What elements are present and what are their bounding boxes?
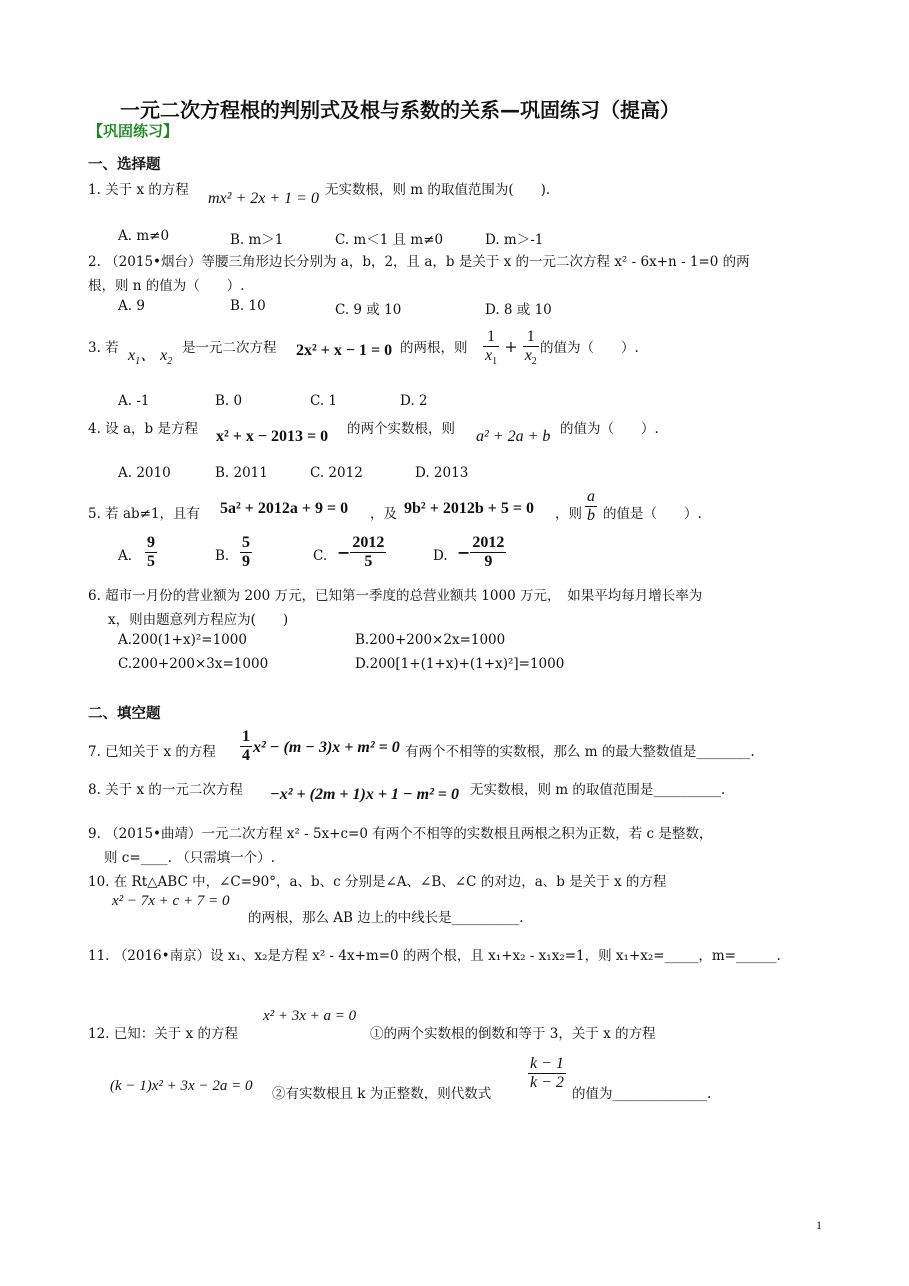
q5-prefix: 5. 若 ab≠1，且有 bbox=[88, 506, 201, 522]
q6-option-d: D.200[1+(1+x)+(1+x)²]=1000 bbox=[355, 656, 565, 672]
q3-equation: 2x² + x − 1 = 0 bbox=[296, 342, 393, 359]
q5-option-d-frac: − $\frac{2012}{9}$ bbox=[457, 534, 505, 570]
q4-equation: x² + x − 2013 = 0 bbox=[216, 428, 329, 445]
q9-line1: 9. （2015•曲靖）一元二次方程 x² - 5x+c=0 有两个不相等的实数根且两根之积为正数，若 c 是整数， bbox=[88, 826, 713, 842]
q2-line2: 根，则 n 的值为（ ）. bbox=[88, 278, 245, 294]
q7-quarter: $\frac{1}{4}$ bbox=[242, 728, 250, 764]
q6-option-c: C.200+200×3x=1000 bbox=[118, 656, 269, 672]
q12-equation2: (k − 1)x² + 3x − 2a = 0 bbox=[110, 1078, 253, 1094]
q10-suffix: 的两根，那么 AB 边上的中线长是__________. bbox=[248, 910, 524, 926]
q3-option-b: B. 0 bbox=[215, 393, 243, 409]
q8-suffix: 无实数根，则 m 的取值范围是__________. bbox=[470, 782, 726, 798]
q4-mid: 的两个实数根，则 bbox=[347, 421, 455, 437]
q3-post1: 的两根，则 bbox=[400, 340, 468, 356]
q1-option-b: B. m＞1 bbox=[230, 232, 284, 248]
q4-option-b: B. 2011 bbox=[215, 465, 268, 481]
q5-option-b-frac: $\frac{5}{9}$ bbox=[242, 534, 250, 570]
q5-option-a-frac: $\frac{9}{5}$ bbox=[147, 534, 155, 570]
q12-fraction: $\frac{k - 1}{k - 2}$ bbox=[530, 1055, 564, 1091]
q6-option-b: B.200+200×2x=1000 bbox=[355, 632, 506, 648]
q6-line1: 6. 超市一月份的营业额为 200 万元，已知第一季度的总营业额共 1000 万元， 如果平均每月增长率为 bbox=[88, 588, 703, 604]
q5-option-c-label: C. bbox=[313, 548, 328, 564]
q4-option-a: A. 2010 bbox=[118, 465, 171, 481]
q12-post3: 的值为______________. bbox=[572, 1086, 712, 1102]
page-number: 1 bbox=[816, 1218, 822, 1232]
page-title: 一元二次方程根的判别式及根与系数的关系—巩固练习（提高） bbox=[120, 98, 680, 122]
q1-option-c: C. m＜1 且 m≠0 bbox=[335, 232, 444, 248]
q1-prefix: 1. 关于 x 的方程 bbox=[88, 182, 189, 198]
q5-post1: ，则 bbox=[555, 506, 582, 522]
q6-line2: x，则由题意列方程应为( ) bbox=[108, 612, 289, 628]
q3-prefix: 3. 若 bbox=[88, 340, 119, 356]
q7-suffix: 有两个不相等的实数根，那么 m 的最大整数值是________. bbox=[405, 744, 755, 760]
q3-option-c: C. 1 bbox=[310, 393, 338, 409]
q12-post1: ①的两个实数根的倒数和等于 3，关于 x 的方程 bbox=[370, 1026, 656, 1042]
section-heading-fill: 二、填空题 bbox=[88, 706, 161, 722]
q5-post2: 的值是（ ）. bbox=[603, 506, 702, 522]
q3-mid: 是一元二次方程 bbox=[182, 340, 277, 356]
q3-option-d: D. 2 bbox=[400, 393, 428, 409]
q7-prefix: 7. 已知关于 x 的方程 bbox=[88, 744, 216, 760]
section-tag: 【巩固练习】 bbox=[88, 122, 179, 140]
q11-text: 11. （2016•南京）设 x₁、x₂是方程 x² - 4x+m=0 的两个根，且 x₁+x₂ - x₁x₂=1，则 x₁+x₂=_____，m=______. bbox=[88, 948, 781, 964]
q3-post2: 的值为（ ）. bbox=[540, 340, 639, 356]
q12-equation1: x² + 3x + a = 0 bbox=[263, 1008, 357, 1024]
q4-prefix: 4. 设 a，b 是方程 bbox=[88, 421, 198, 437]
q5-equation2: 9b² + 2012b + 5 = 0 bbox=[404, 500, 534, 517]
q8-equation: −x² + (2m + 1)x + 1 − m² = 0 bbox=[270, 786, 459, 803]
q2-option-a: A. 9 bbox=[118, 298, 145, 314]
q3-reciprocal-sum: $\frac{1}{x_1}$ + $\frac{1}{x_2}$ bbox=[485, 328, 537, 368]
q4-expression: a² + 2a + b bbox=[476, 428, 551, 445]
q6-option-a: A.200(1+x)²=1000 bbox=[118, 632, 247, 648]
q5-option-c-frac: − $\frac{2012}{5}$ bbox=[337, 534, 385, 570]
q3-option-a: A. -1 bbox=[118, 393, 150, 409]
q12-prefix: 12. 已知：关于 x 的方程 bbox=[88, 1026, 238, 1042]
q5-ratio: $\frac{a}{b}$ bbox=[587, 488, 595, 524]
q2-option-b: B. 10 bbox=[230, 298, 266, 314]
q4-suffix: 的值为（ ）. bbox=[560, 421, 659, 437]
q9-line2: 则 c=____. （只需填一个）. bbox=[104, 850, 276, 866]
q5-option-b-label: B. bbox=[215, 548, 230, 564]
q1-equation: mx² + 2x + 1 = 0 bbox=[208, 190, 319, 207]
q5-option-a-label: A. bbox=[118, 548, 133, 564]
q8-prefix: 8. 关于 x 的一元二次方程 bbox=[88, 782, 243, 798]
q5-equation1: 5a² + 2012a + 9 = 0 bbox=[220, 500, 349, 517]
q4-option-c: C. 2012 bbox=[310, 465, 363, 481]
q2-line1: 2. （2015•烟台）等腰三角形边长分别为 a，b，2，且 a，b 是关于 x 的一元二次方程 x² - 6x+n - 1=0 的两 bbox=[88, 254, 750, 270]
q12-post2: ②有实数根且 k 为正整数，则代数式 bbox=[272, 1086, 492, 1102]
q3-roots: $x_1$、 $x_2$ bbox=[128, 347, 173, 368]
q1-suffix: 无实数根，则 m 的取值范围为( ). bbox=[325, 182, 551, 198]
q10-equation: x² − 7x + c + 7 = 0 bbox=[112, 893, 230, 909]
section-heading-choice: 一、选择题 bbox=[88, 157, 161, 173]
q7-equation: x² − (m − 3)x + m² = 0 bbox=[253, 739, 400, 756]
q2-option-d: D. 8 或 10 bbox=[485, 302, 552, 318]
q10-line1: 10. 在 Rt△ABC 中，∠C=90°，a、b、c 分别是∠A、∠B、∠C 的对边，a、b 是关于 x 的方程 bbox=[88, 874, 667, 890]
q2-option-c: C. 9 或 10 bbox=[335, 302, 402, 318]
q5-option-d-label: D. bbox=[433, 548, 448, 564]
q4-option-d: D. 2013 bbox=[415, 465, 469, 481]
q1-option-a: A. m≠0 bbox=[118, 228, 170, 244]
q5-mid: ，及 bbox=[370, 506, 397, 522]
q1-option-d: D. m＞-1 bbox=[485, 232, 544, 248]
